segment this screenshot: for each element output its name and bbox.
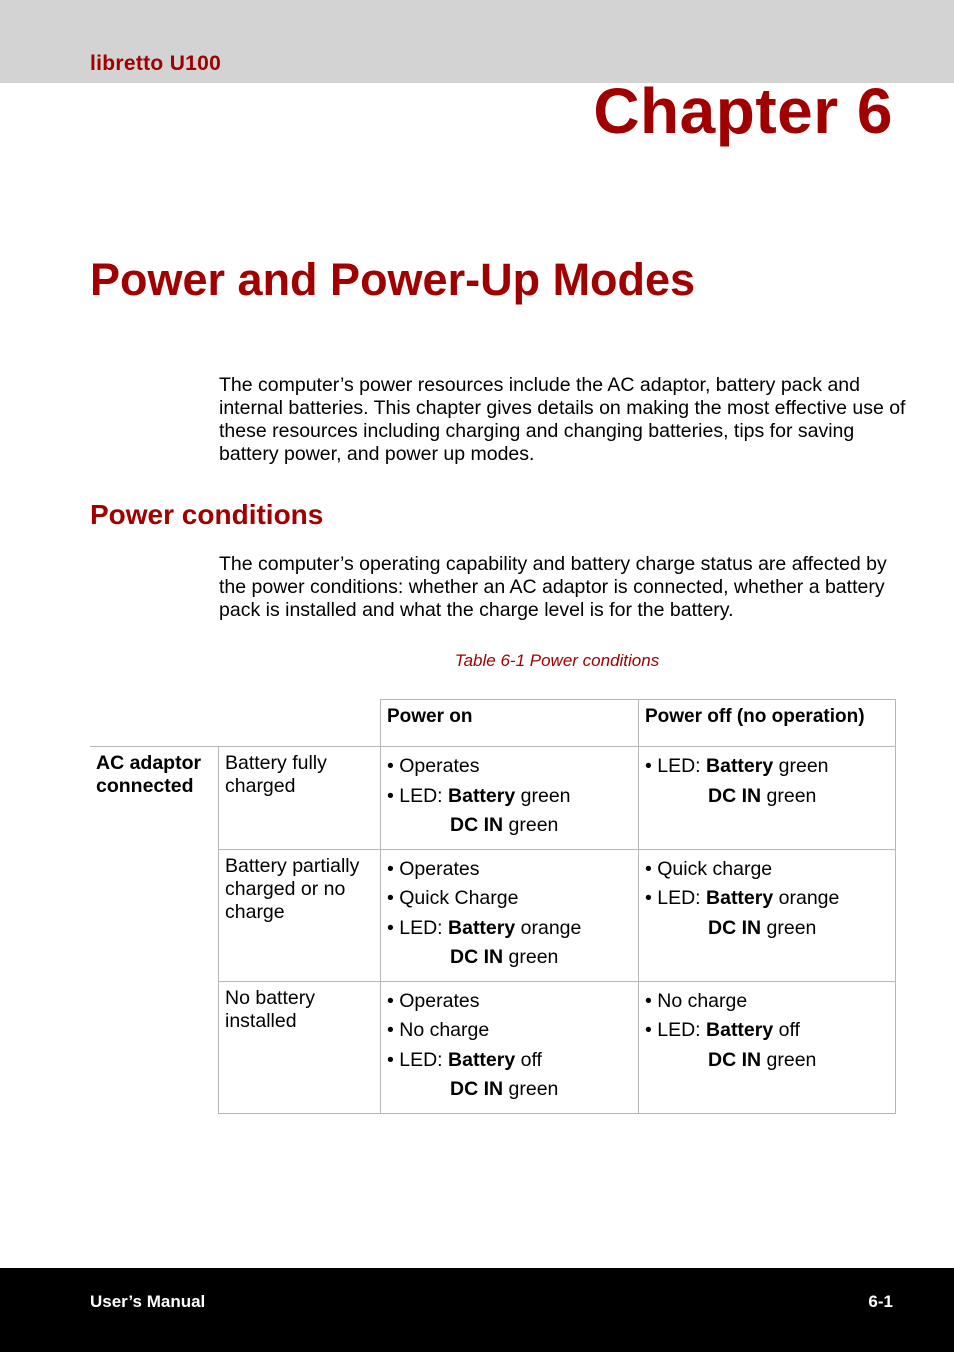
section-heading: Power conditions — [90, 499, 324, 530]
list-item: • Quick charge — [645, 857, 773, 880]
list-item: • No charge — [387, 1019, 490, 1041]
product-name: libretto U100 — [90, 52, 222, 75]
empty-header-cell — [90, 700, 381, 747]
page-number: 6-1 — [868, 1292, 893, 1311]
dcin-line: DC IN green — [708, 916, 817, 939]
led-line: • LED: Battery green — [387, 784, 571, 807]
section-paragraph: The computer’s operating capability and battery charge status are affected by the power conditions: whether an AC adaptor is connected, whether a battery pack is installed and what the charge level is for the battery. — [219, 553, 887, 621]
power-on-cell — [381, 981, 639, 1113]
power-off-cell — [639, 981, 896, 1113]
power-on-cell — [381, 747, 639, 850]
dcin-line: DC IN green — [708, 784, 817, 807]
led-line: • LED: Battery orange — [387, 916, 582, 939]
dcin-line: DC IN green — [708, 1048, 817, 1071]
chapter-heading: Chapter 6 — [593, 75, 893, 147]
list-item: • Operates — [387, 857, 480, 880]
led-line: • LED: Battery green — [645, 755, 829, 777]
led-line: • LED: Battery off — [645, 1019, 800, 1041]
dcin-line: DC IN green — [450, 1078, 559, 1100]
condition-cell: Battery fully charged — [219, 747, 381, 850]
power-off-cell — [639, 747, 896, 850]
condition-cell: No battery installed — [219, 981, 381, 1113]
list-item: • No charge — [645, 989, 748, 1012]
led-line: • LED: Battery off — [387, 1048, 542, 1071]
table-header-row — [90, 700, 896, 747]
header-power-on: Power on — [381, 700, 639, 747]
power-off-cell — [639, 849, 896, 981]
footer-manual-label: User’s Manual — [90, 1292, 206, 1311]
row-group-label: AC adaptor connected — [90, 747, 219, 1114]
list-item: • Operates — [387, 989, 480, 1012]
list-item: • Operates — [387, 755, 480, 777]
header-power-off: Power off (no operation) — [639, 700, 896, 747]
led-line: • LED: Battery orange — [645, 887, 840, 909]
condition-cell: Battery partially charged or no charge — [219, 849, 381, 981]
page-title: Power and Power-Up Modes — [90, 254, 696, 305]
list-item: • Quick Charge — [387, 887, 519, 909]
table-caption: Table 6-1 Power conditions — [454, 651, 660, 670]
power-conditions-table — [90, 699, 896, 1114]
dcin-line: DC IN green — [450, 946, 559, 968]
dcin-line: DC IN green — [450, 814, 559, 836]
power-on-cell — [381, 849, 639, 981]
table-row — [90, 747, 896, 850]
intro-paragraph: The computer’s power resources include the AC adaptor, battery pack and internal batteries. This chapter gives details on making the most effective use of these resources including charging and changing batteries, tips for saving battery power, and power up modes. — [219, 374, 906, 465]
